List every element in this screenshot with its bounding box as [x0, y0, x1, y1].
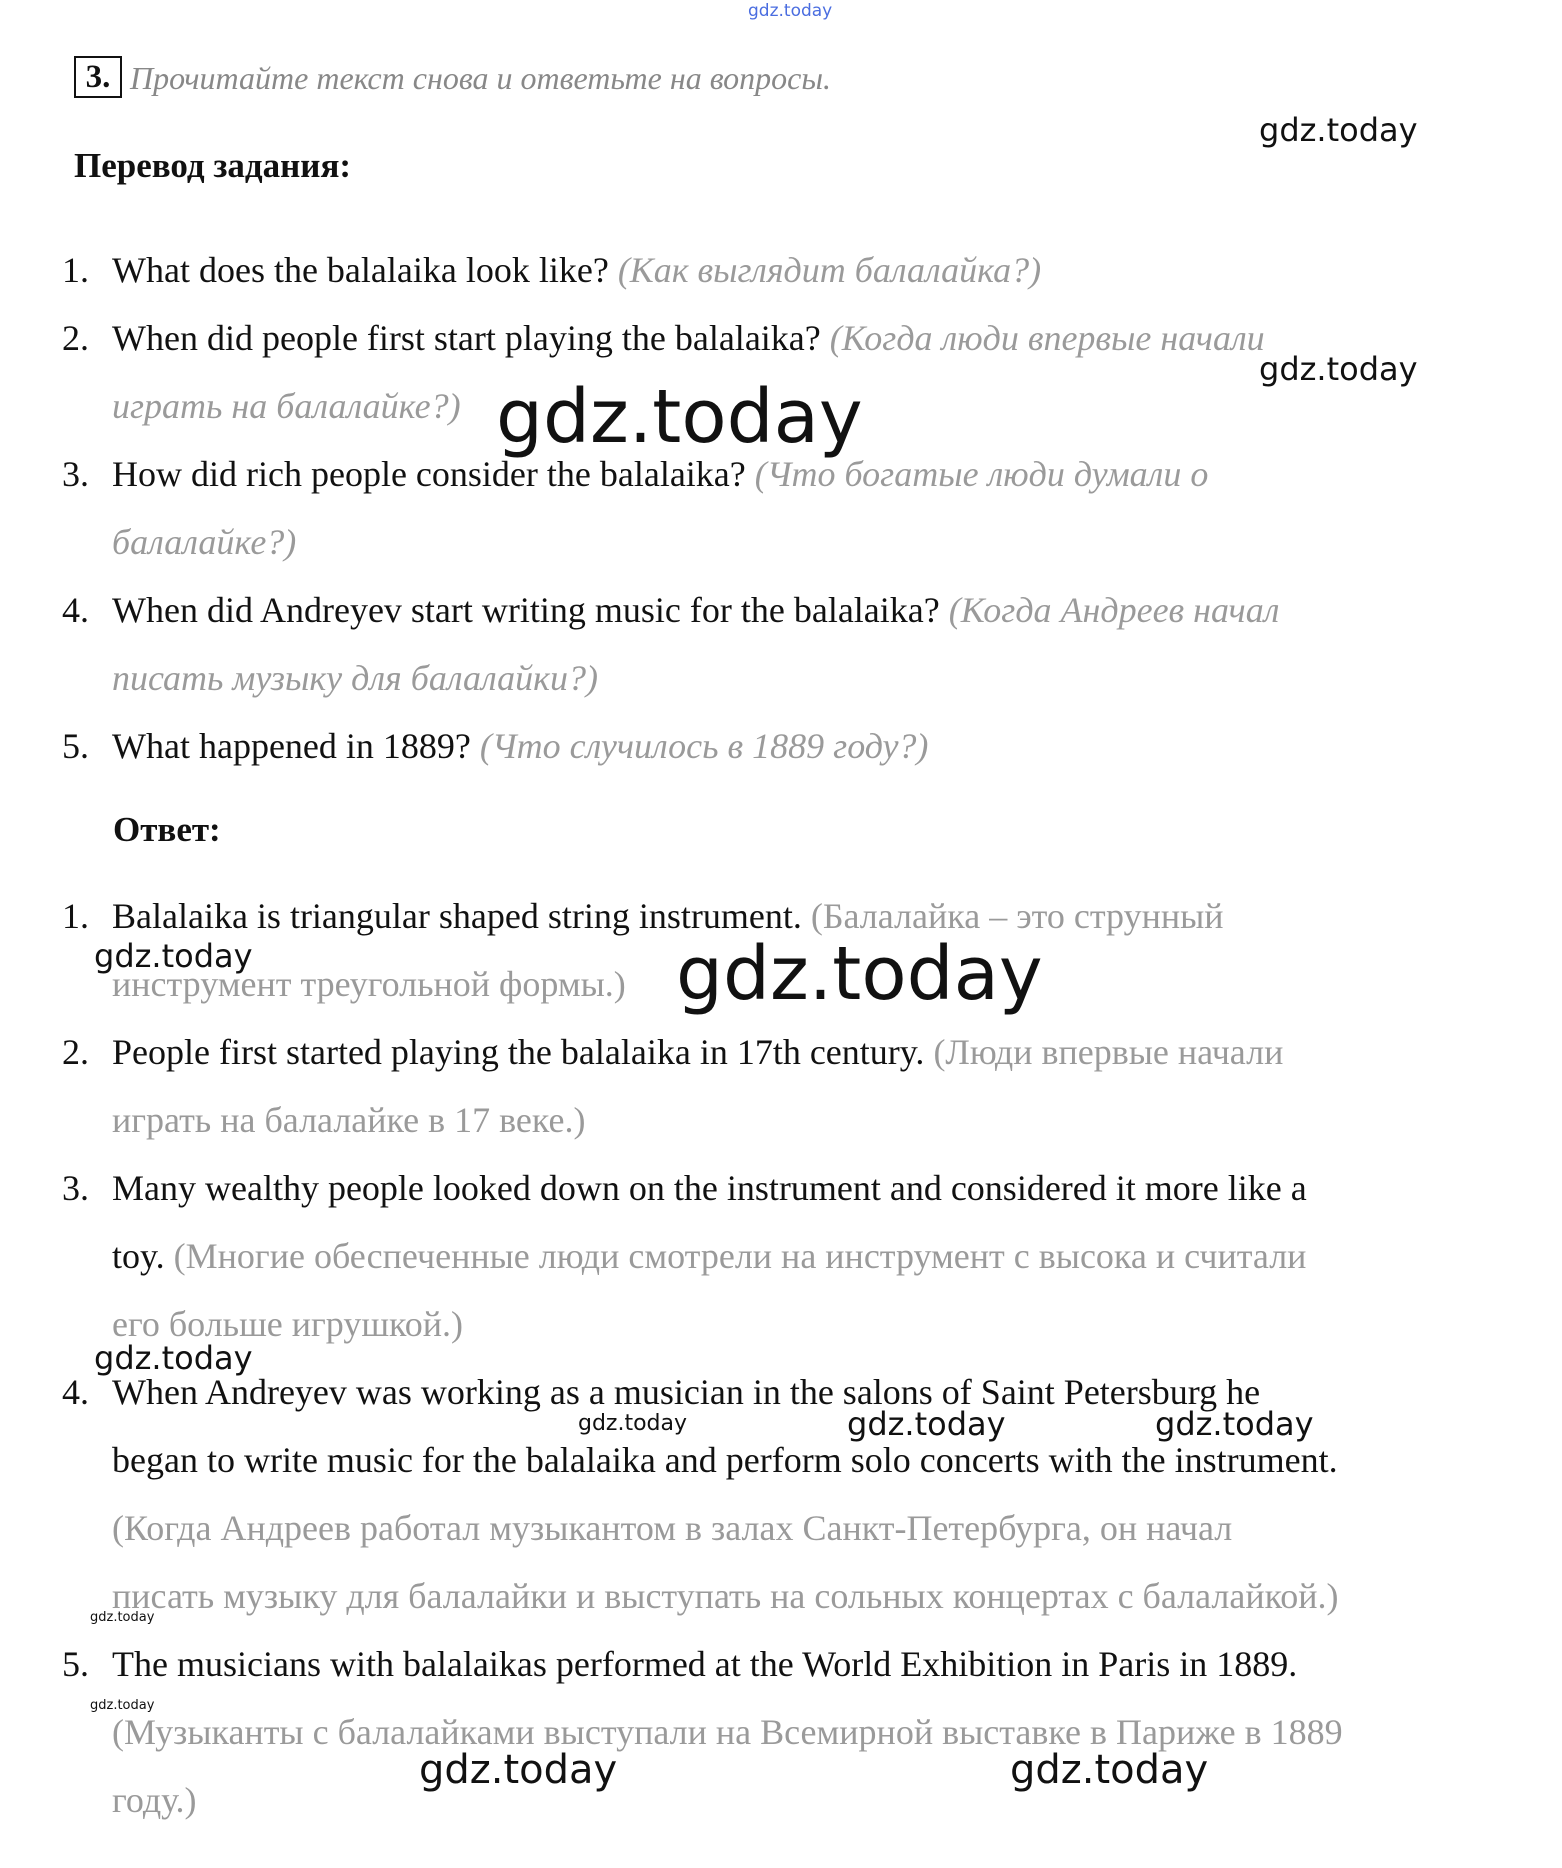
- question-ru: (Когда люди впервые начали: [829, 318, 1265, 358]
- watermark: gdz.today: [1259, 111, 1418, 149]
- question-number: 4.: [62, 590, 89, 630]
- question-number: 1.: [62, 250, 89, 290]
- question-ru: (Когда Андреев начал: [948, 590, 1280, 630]
- watermark: gdz.today: [496, 374, 863, 460]
- answer-ru-cont: инструмент треугольной формы.): [112, 964, 626, 1004]
- answer-ru: (Музыканты с балалайками выступали на Всемирной выставке в Париже в 1889: [112, 1712, 1343, 1752]
- question-en: What happened in 1889?: [112, 726, 471, 766]
- question-en: When did people first start playing the balalaika?: [112, 318, 821, 358]
- question-number: 3.: [62, 454, 89, 494]
- answer-number: 1.: [62, 896, 89, 936]
- watermark: gdz.today: [676, 931, 1043, 1017]
- answer-line: [112, 1031, 1283, 1073]
- task-instruction: Прочитайте текст снова и ответьте на вопросы.: [130, 60, 832, 96]
- answer-heading: Ответ:: [113, 810, 221, 849]
- answer-ru: (Когда Андреев работал музыкантом в залах Санкт-Петербурга, он начал: [112, 1508, 1233, 1548]
- question-ru: (Что богатые люди думали о: [754, 454, 1209, 494]
- answer-en: Many wealthy people looked down on the instrument and considered it more like a: [112, 1168, 1307, 1208]
- question-en: What does the balalaika look like?: [112, 250, 609, 290]
- answer-en: When Andreyev was working as a musician in the salons of Saint Petersburg he: [112, 1372, 1261, 1412]
- question-en: How did rich people consider the balalaika?: [112, 454, 746, 494]
- watermark: gdz.today: [1010, 1747, 1209, 1793]
- watermark-top: gdz.today: [748, 1, 833, 21]
- answer-ru: (Многие обеспеченные люди смотрели на инструмент с высока и считали: [173, 1236, 1307, 1276]
- watermark: gdz.today: [94, 1339, 253, 1377]
- watermark: gdz.today: [419, 1747, 618, 1793]
- answer-en-cont: began to write music for the balalaika and perform solo concerts with the instrument.: [112, 1440, 1338, 1480]
- answer-number: 2.: [62, 1032, 89, 1072]
- answer-ru-cont: году.): [112, 1780, 197, 1820]
- watermark: gdz.today: [90, 1698, 155, 1713]
- watermark: gdz.today: [1155, 1405, 1314, 1443]
- answer-ru-cont: его больше игрушкой.): [112, 1304, 463, 1344]
- answer-number: 4.: [62, 1372, 89, 1412]
- answer-en: People first started playing the balalaika in 17th century.: [112, 1032, 925, 1072]
- question-ru: (Что случилось в 1889 году?): [479, 726, 929, 766]
- answer-ru: (Балалайка – это струнный: [810, 896, 1224, 936]
- watermark: gdz.today: [847, 1405, 1006, 1443]
- question-ru-cont: писать музыку для балалайки?): [112, 658, 598, 698]
- answer-ru: (Люди впервые начали: [933, 1032, 1284, 1072]
- watermark: gdz.today: [578, 1411, 688, 1436]
- question-number: 5.: [62, 726, 89, 766]
- question-number: 2.: [62, 318, 89, 358]
- question-line: [112, 589, 1279, 631]
- watermark: gdz.today: [90, 1610, 155, 1625]
- task-number: 3.: [74, 56, 122, 98]
- question-ru-cont: играть на балалайке?): [112, 386, 461, 426]
- answer-ru-cont: играть на балалайке в 17 веке.): [112, 1100, 586, 1140]
- answer-number: 3.: [62, 1168, 89, 1208]
- question-line: [112, 249, 1041, 291]
- question-line: [112, 317, 1265, 359]
- answer-line: [112, 895, 1224, 937]
- question-en: When did Andreyev start writing music for the balalaika?: [112, 590, 940, 630]
- answer-en-cont: toy.: [112, 1236, 165, 1276]
- answer-en: Balalaika is triangular shaped string instrument.: [112, 896, 802, 936]
- watermark: gdz.today: [1259, 350, 1418, 388]
- answer-number: 5.: [62, 1644, 89, 1684]
- answer-en: The musicians with balalaikas performed at the World Exhibition in Paris in 1889.: [112, 1644, 1298, 1684]
- translation-heading: Перевод задания:: [74, 146, 352, 185]
- answer-ru-cont: писать музыку для балалайки и выступать на сольных концертах с балалайкой.): [112, 1576, 1339, 1616]
- question-ru-cont: балалайке?): [112, 522, 297, 562]
- question-line: [112, 725, 928, 767]
- watermark: gdz.today: [94, 937, 253, 975]
- question-ru: (Как выглядит балалайка?): [617, 250, 1042, 290]
- answer-line: [112, 1235, 1306, 1277]
